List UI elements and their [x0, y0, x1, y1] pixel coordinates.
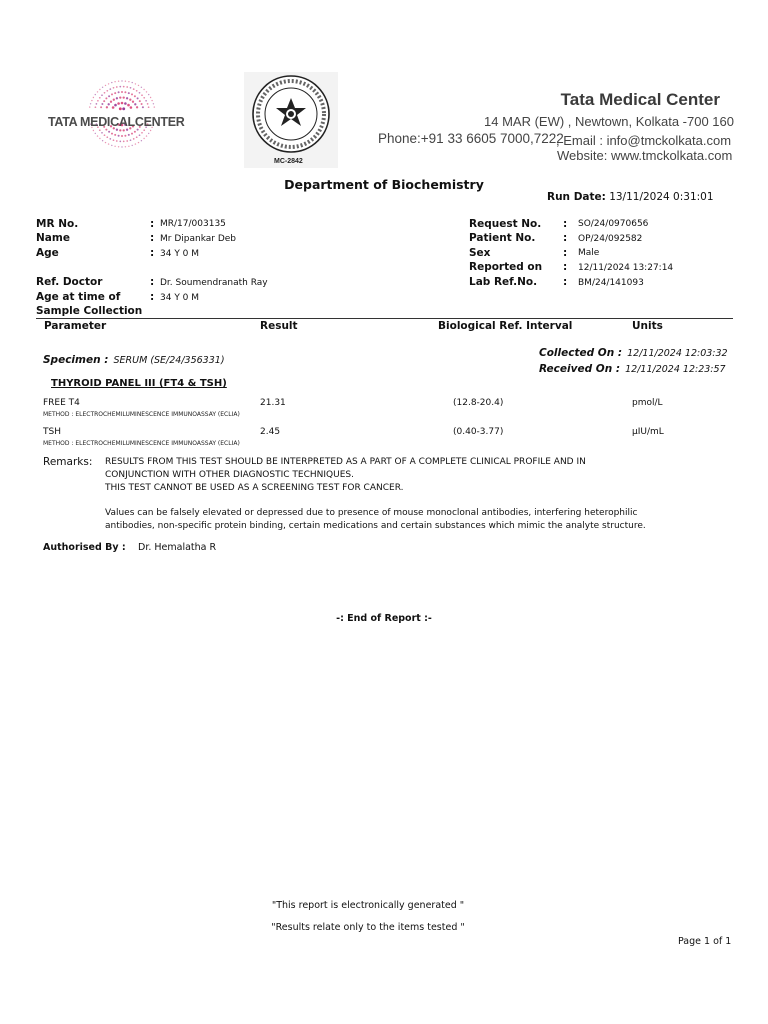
- logo-dot: [119, 129, 121, 131]
- logo-dot: [114, 92, 116, 94]
- logo-dot: [119, 86, 121, 88]
- logo-dot: [128, 81, 129, 82]
- logo-dot: [141, 103, 143, 105]
- colon: :: [150, 232, 155, 244]
- logo-dot: [106, 136, 108, 138]
- org-name: Tata Medical Center: [560, 90, 720, 109]
- logo-dot: [130, 106, 133, 109]
- logo-dot: [106, 90, 108, 92]
- logo-dot: [132, 145, 133, 146]
- logo-dot: [114, 146, 115, 147]
- run-date-value: 13/11/2024 0:31:01: [609, 191, 714, 203]
- logo-dot: [109, 138, 111, 140]
- sex-value: Male: [578, 248, 600, 258]
- logo-dot: [102, 87, 103, 88]
- age-at-collection-label: Age at time of: [36, 291, 121, 303]
- logo-dot: [97, 91, 98, 92]
- logo-dot: [121, 80, 122, 81]
- logo-dot: [93, 97, 94, 98]
- logo-dot: [139, 92, 141, 94]
- logo-dot: [126, 140, 128, 142]
- logo-dot: [103, 100, 105, 102]
- logo-text: TATA MEDICALCENTER: [48, 115, 185, 129]
- remarks-line: Values can be falsely elevated or depressed due to presence of mouse monoclonal antibodies, interfering heterophilic: [105, 508, 638, 518]
- logo-dot: [135, 83, 136, 84]
- collected-on-label: Collected On :: [539, 347, 623, 359]
- logo-dot: [133, 138, 135, 140]
- logo-dot: [141, 87, 142, 88]
- logo-dot: [89, 106, 90, 107]
- logo-dot: [148, 106, 150, 108]
- ref-doctor-value: Dr. Soumendranath Ray: [160, 278, 268, 288]
- logo-dot: [95, 106, 97, 108]
- test-unit: pmol/L: [632, 398, 663, 408]
- footer-note: "This report is electronically generated ": [271, 900, 465, 911]
- logo-dot: [147, 103, 149, 105]
- specimen-label: Specimen :: [43, 354, 109, 366]
- reported-on-label: Reported on: [469, 261, 543, 273]
- header-units: Units: [632, 320, 663, 332]
- logo-dot: [124, 102, 127, 105]
- logo-dot: [132, 82, 133, 83]
- received-on: [539, 357, 726, 376]
- ref-doctor-label: Ref. Doctor: [36, 276, 103, 288]
- authorised-value: Dr. Hemalatha R: [138, 542, 217, 553]
- logo-dot: [97, 100, 99, 102]
- logo-dot: [123, 96, 125, 98]
- org-address: 14 MAR (EW) , Newtown, Kolkata -700 160: [484, 114, 734, 129]
- logo-dot: [128, 92, 130, 94]
- logo-dot: [124, 91, 126, 93]
- seal-code: MC-2842: [274, 158, 303, 165]
- logo-dot: [134, 131, 136, 133]
- logo-dot: [111, 145, 112, 146]
- received-on-label: Received On :: [539, 363, 621, 375]
- logo-dot: [108, 103, 110, 105]
- logo-dot: [117, 102, 120, 105]
- logo-dot: [139, 100, 141, 102]
- patient-no-label: Patient No.: [469, 232, 536, 244]
- org-website: Website: www.tmckolkata.com: [557, 148, 733, 163]
- logo-dot: [130, 139, 132, 141]
- logo-dot: [105, 85, 106, 86]
- logo-dot: [145, 100, 147, 102]
- logo-dot: [93, 130, 94, 131]
- logo-dot: [148, 133, 149, 134]
- logo-dot: [128, 134, 130, 136]
- logo-dot: [134, 95, 136, 97]
- lab-ref-label: Lab Ref.No.: [469, 276, 538, 288]
- specimen: [43, 348, 225, 367]
- test-ref-interval: (0.40-3.77): [453, 427, 504, 437]
- logo-dot: [101, 132, 103, 134]
- logo-dot: [100, 106, 102, 108]
- remarks-line: CONJUNCTION WITH OTHER DIAGNOSTIC TECHNIQUES.: [105, 470, 354, 480]
- remarks-line: THIS TEST CANNOT BE USED AS A SCREENING TEST FOR CANCER.: [105, 483, 404, 493]
- logo-dot: [124, 135, 126, 137]
- logo-dot: [105, 142, 106, 143]
- logo-dot: [108, 83, 109, 84]
- header-ref-interval: Biological Ref. Interval: [438, 320, 573, 332]
- test-unit: µIU/mL: [632, 427, 664, 437]
- logo-dot: [108, 143, 109, 144]
- reported-on-value: 12/11/2024 13:27:14: [578, 263, 674, 273]
- remarks-line: RESULTS FROM THIS TEST SHOULD BE INTERPRETED AS A PART OF A COMPLETE CLINICAL PROFILE AND IN: [105, 457, 586, 467]
- logo-dot: [143, 89, 144, 90]
- seal-icon: [244, 72, 338, 168]
- logo-dot: [141, 140, 142, 141]
- org-phone: Phone:+91 33 6605 7000,7222: [378, 131, 564, 146]
- logo-dot: [99, 89, 100, 90]
- logo-dot: [154, 106, 155, 107]
- logo-dot: [90, 103, 91, 104]
- mr-no-value: MR/17/003135: [160, 219, 226, 229]
- logo-dot: [118, 91, 120, 93]
- logo-dot: [123, 141, 125, 143]
- logo-dot: [143, 129, 145, 131]
- remarks-label: Remarks:: [43, 456, 93, 468]
- footer-note: "Results relate only to the items tested ": [271, 922, 465, 933]
- colon: :: [563, 218, 568, 230]
- collected-on-value: 12/11/2024 12:03:32: [627, 348, 728, 359]
- logo-dot: [139, 134, 141, 136]
- age-label: Age: [36, 247, 59, 259]
- accreditation-seal: [244, 72, 338, 168]
- colon: :: [563, 276, 568, 288]
- logo-dot: [150, 130, 151, 131]
- logo-dot: [127, 104, 130, 107]
- logo-dot: [114, 81, 115, 82]
- colon: :: [563, 261, 568, 273]
- header-parameter: Parameter: [44, 320, 107, 332]
- test-result: 21.31: [260, 398, 286, 408]
- logo-dot: [146, 135, 147, 136]
- logo-dot: [95, 94, 96, 95]
- logo-dot: [119, 107, 122, 110]
- org-email: , Email : info@tmckolkata.com: [556, 133, 732, 148]
- logo-dot: [138, 142, 139, 143]
- logo-dot: [118, 135, 120, 137]
- remarks-line: antibodies, non-specific protein binding, certain medications and certain substances which mimic the analyte structure.: [105, 521, 646, 531]
- colon: :: [150, 247, 155, 259]
- logo-dot: [111, 82, 112, 83]
- logo-dot: [136, 136, 138, 138]
- logo-dot: [136, 106, 138, 108]
- logo-dot: [96, 103, 98, 105]
- logo-dot: [130, 87, 132, 89]
- logo-dot: [101, 94, 103, 96]
- colon: :: [563, 247, 568, 259]
- logo-dot: [113, 99, 115, 101]
- sex-label: Sex: [469, 247, 491, 259]
- logo-dot: [119, 141, 121, 143]
- logo-dot: [113, 87, 115, 89]
- logo-dot: [121, 91, 123, 93]
- logo-dot: [121, 146, 122, 147]
- logo-dot: [97, 135, 98, 136]
- logo-dot: [106, 106, 108, 108]
- logo-dot: [95, 133, 96, 134]
- logo-dot: [104, 134, 106, 136]
- logo-dot: [131, 93, 133, 95]
- logo-dot: [91, 100, 92, 101]
- logo-dot: [143, 97, 145, 99]
- logo-dot: [153, 103, 154, 104]
- colon: :: [563, 232, 568, 244]
- run-date-label: Run Date:: [547, 191, 606, 203]
- logo-dot: [123, 86, 125, 88]
- logo-dot: [101, 103, 103, 105]
- logo-dot: [104, 92, 106, 94]
- authorised-label: Authorised By :: [43, 542, 126, 553]
- logo-dot: [99, 138, 100, 139]
- test-name: FREE T4: [43, 398, 80, 408]
- logo-dot: [105, 97, 107, 99]
- logo-dot: [118, 146, 119, 147]
- colon: :: [150, 276, 155, 288]
- name-value: Mr Dipankar Deb: [160, 234, 236, 244]
- logo-dot: [138, 85, 139, 86]
- age-value: 34 Y 0 M: [160, 249, 200, 259]
- logo-dot: [133, 88, 135, 90]
- specimen-value: SERUM (SE/24/356331): [113, 355, 225, 366]
- logo-dot: [121, 102, 124, 105]
- logo-dot: [108, 131, 110, 133]
- age-at-collection-value: 34 Y 0 M: [160, 293, 200, 303]
- logo-dot: [121, 135, 123, 137]
- test-ref-interval: (12.8-20.4): [453, 398, 504, 408]
- mr-no-label: MR No.: [36, 218, 79, 230]
- logo-dot: [111, 133, 113, 135]
- lab-ref-value: BM/24/141093: [578, 278, 644, 288]
- logo-dot: [136, 90, 138, 92]
- logo-dot: [126, 97, 128, 99]
- logo-dot: [126, 86, 128, 88]
- logo-dot: [99, 97, 101, 99]
- run-date: [547, 191, 714, 203]
- colon: :: [150, 218, 155, 230]
- logo-dot: [137, 97, 139, 99]
- end-of-report: -: End of Report :-: [336, 613, 432, 624]
- patient-no-value: OP/24/092582: [578, 234, 643, 244]
- logo-dot: [146, 91, 147, 92]
- test-name: TSH: [43, 427, 61, 437]
- logo-dot: [128, 146, 129, 147]
- logo-dot: [112, 106, 115, 109]
- request-no-label: Request No.: [469, 218, 542, 230]
- logo-dot: [135, 143, 136, 144]
- logo-dot: [142, 106, 144, 108]
- request-no-value: SO/24/0970656: [578, 219, 649, 229]
- logo-dot: [129, 99, 131, 101]
- header-result: Result: [260, 320, 298, 332]
- logo-dot: [132, 101, 134, 103]
- logo-dot: [134, 103, 136, 105]
- logo-dot: [113, 139, 115, 141]
- logo-dot: [102, 140, 103, 141]
- logo-dot: [151, 100, 152, 101]
- logo-dot: [125, 81, 126, 82]
- test-method: METHOD : ELECTROCHEMILUMINESCENCE IMMUNOASSAY (ECLIA): [43, 440, 240, 447]
- logo-dot: [143, 138, 144, 139]
- logo-dot: [109, 88, 111, 90]
- test-method: METHOD : ELECTROCHEMILUMINESCENCE IMMUNOASSAY (ECLIA): [43, 411, 240, 418]
- logo-dot: [141, 132, 143, 134]
- logo-dot: [122, 107, 125, 110]
- logo-dot: [114, 104, 117, 107]
- logo-dot: [141, 94, 143, 96]
- logo-dot: [111, 93, 113, 95]
- logo-dot: [125, 146, 126, 147]
- sample-collection-label: Sample Collection: [36, 305, 143, 317]
- department-title: Department of Biochemistry: [284, 177, 484, 192]
- logo-dot: [148, 94, 149, 95]
- logo-dot: [118, 81, 119, 82]
- panel-title: THYROID PANEL III (FT4 & TSH): [51, 378, 227, 389]
- logo-dot: [110, 101, 112, 103]
- divider: [36, 318, 733, 319]
- logo-dot: [116, 140, 118, 142]
- logo-dot: [108, 95, 110, 97]
- logo-dot: [116, 97, 118, 99]
- logo-dot: [99, 129, 101, 131]
- logo-dot: [114, 134, 116, 136]
- name-label: Name: [36, 232, 70, 244]
- logo-dot: [123, 129, 125, 131]
- logo-dot: [116, 86, 118, 88]
- logo-dot: [119, 96, 121, 98]
- received-on-value: 12/11/2024 12:23:57: [625, 364, 726, 375]
- logo-dot: [150, 97, 151, 98]
- colon: :: [150, 291, 155, 303]
- page-number: Page 1 of 1: [678, 936, 732, 947]
- logo-dot: [131, 133, 133, 135]
- test-result: 2.45: [260, 427, 281, 437]
